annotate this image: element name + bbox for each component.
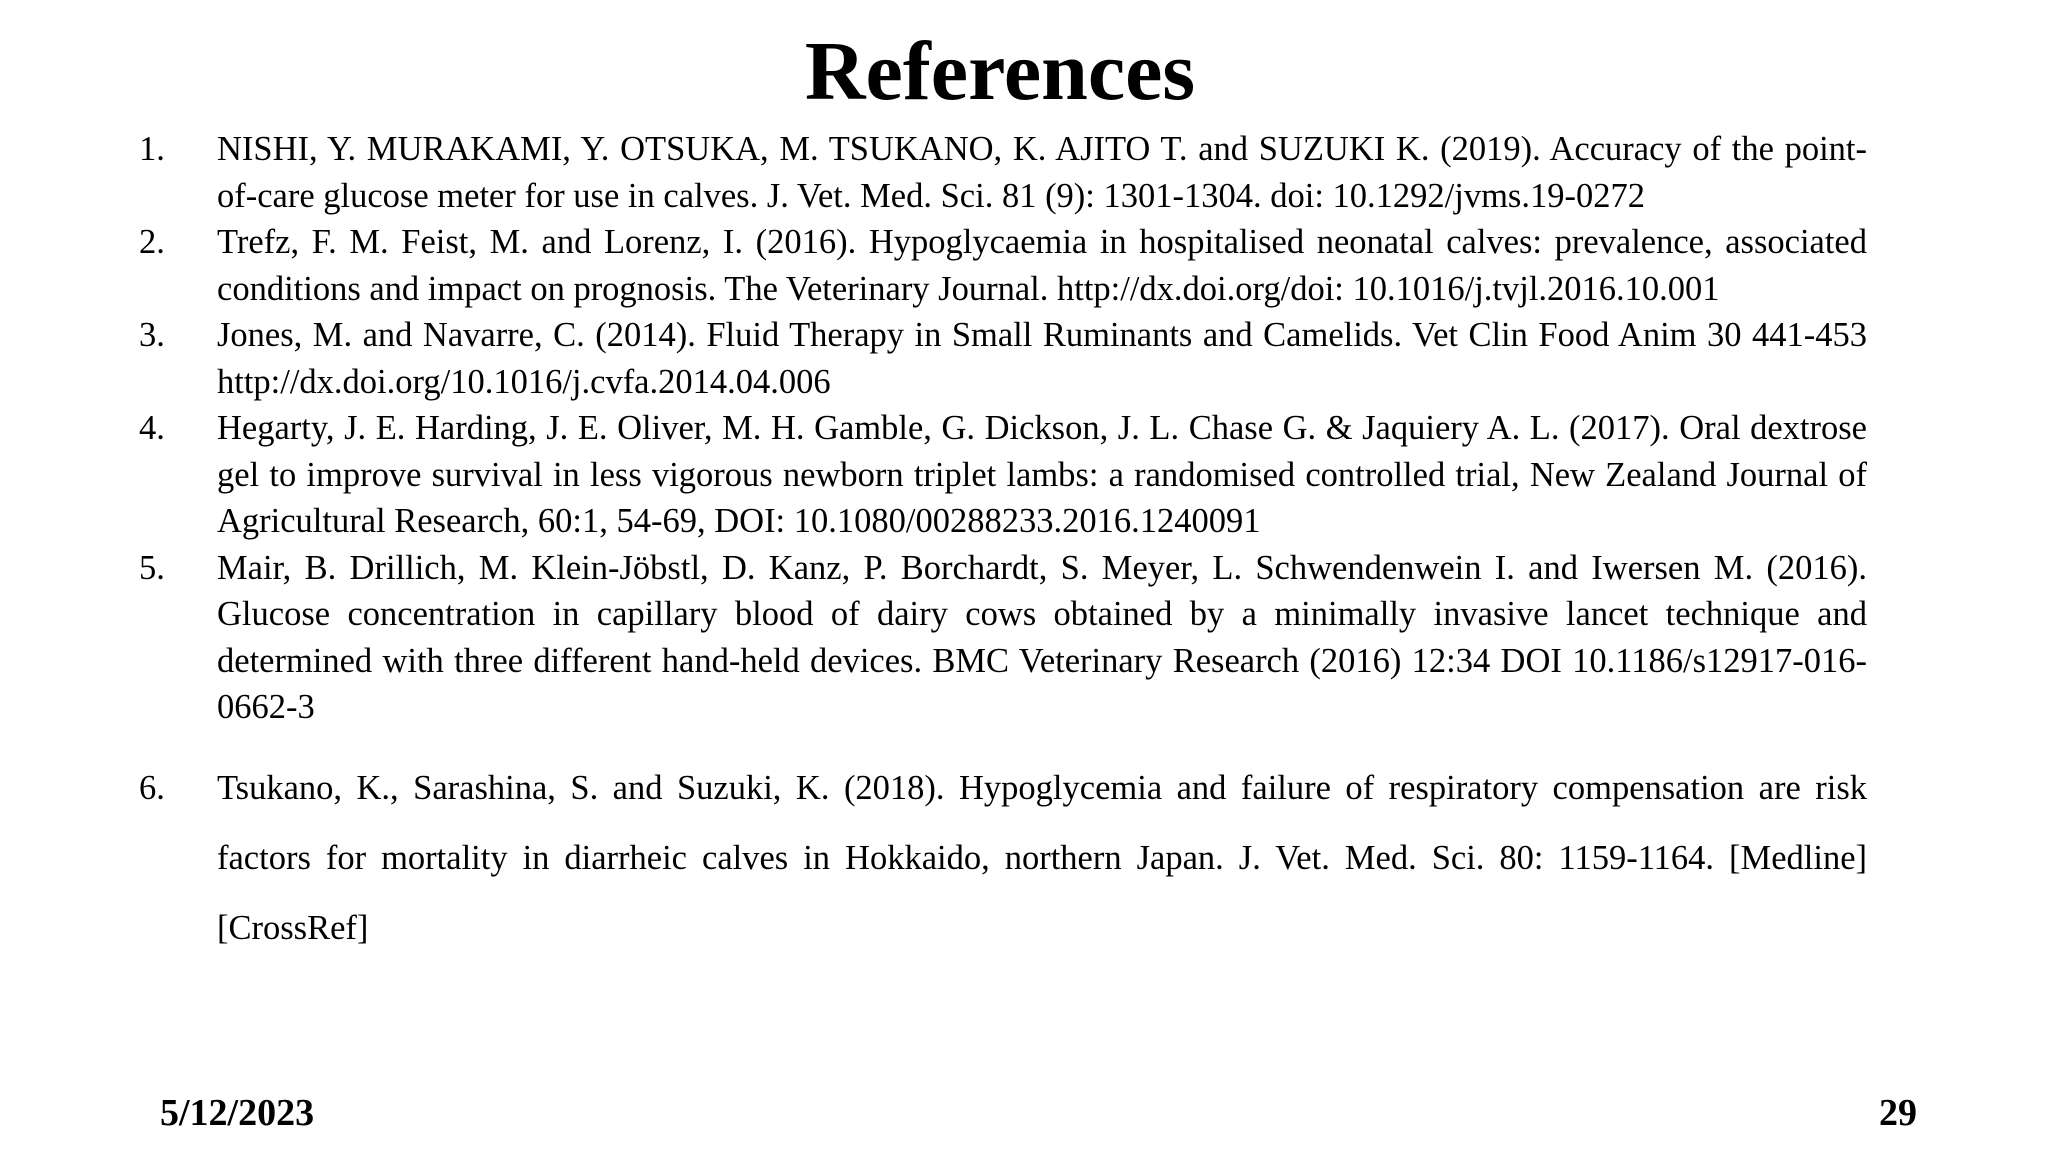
reference-text: Tsukano, K., Sarashina, S. and Suzuki, K. (2018). Hypoglycemia and failure of respiratory compensation are risk factors for mortality in diarrheic calves in Hokkaido, northern Japan. J. Vet. Med. Sci. 80: 1159-1164. [Medline] [CrossRef] <box>217 768 1867 947</box>
footer-date: 5/12/2023 <box>160 1092 315 1134</box>
reference-text: Mair, B. Drillich, M. Klein-Jöbstl, D. Kanz, P. Borchardt, S. Meyer, L. Schwendenwein I. and Iwersen M. (2016). Glucose concentration in capillary blood of dairy cows obtained by a minimally invasive lancet technique and determined with three different hand-held devices. BMC Veterinary Research (2016) 12:34 DOI 10.1186/s12917-016-0662-3 <box>217 548 1867 726</box>
slide-title: References <box>804 25 1196 118</box>
reference-number: 3. <box>139 316 165 354</box>
reference-item-6 <box>139 753 1867 963</box>
reference-text: Jones, M. and Navarre, C. (2014). Fluid Therapy in Small Ruminants and Camelids. Vet Clin Food Anim 30 441-453 http://dx.doi.org/10.1016/j.cvfa.2014.04.006 <box>217 316 1867 401</box>
reference-item-3 <box>139 312 1867 405</box>
reference-text: NISHI, Y. MURAKAMI, Y. OTSUKA, M. TSUKANO, K. AJITO T. and SUZUKI K. (2019). Accuracy of the point-of-care glucose meter for use in calves. J. Vet. Med. Sci. 81 (9): 1301-1304. doi: 10.1292/jvms.19-0272 <box>217 130 1867 215</box>
reference-item-2 <box>139 219 1867 312</box>
reference-number: 6. <box>139 768 165 807</box>
reference-item-1 <box>139 126 1867 219</box>
reference-number: 4. <box>139 409 165 447</box>
reference-list <box>139 126 1867 963</box>
reference-number: 2. <box>139 223 165 261</box>
reference-text: Hegarty, J. E. Harding, J. E. Oliver, M. H. Gamble, G. Dickson, J. L. Chase G. & Jaquiery A. L. (2017). Oral dextrose gel to improve survival in less vigorous newborn triplet lambs: a randomised controlled trial, New Zealand Journal of Agricultural Research, 60:1, 54-69, DOI: 10.1080/00288233.2016.1240091 <box>217 409 1867 540</box>
reference-item-4 <box>139 405 1867 545</box>
page-number: 29 <box>1879 1092 1917 1134</box>
reference-text: Trefz, F. M. Feist, M. and Lorenz, I. (2016). Hypoglycaemia in hospitalised neonatal calves: prevalence, associated conditions and impact on prognosis. The Veterinary Journal. http://dx.doi.org/doi: 10.1016/j.tvjl.2016.10.001 <box>217 223 1867 308</box>
reference-item-5 <box>139 545 1867 731</box>
reference-number: 5. <box>139 548 165 587</box>
reference-number: 1. <box>139 130 165 168</box>
